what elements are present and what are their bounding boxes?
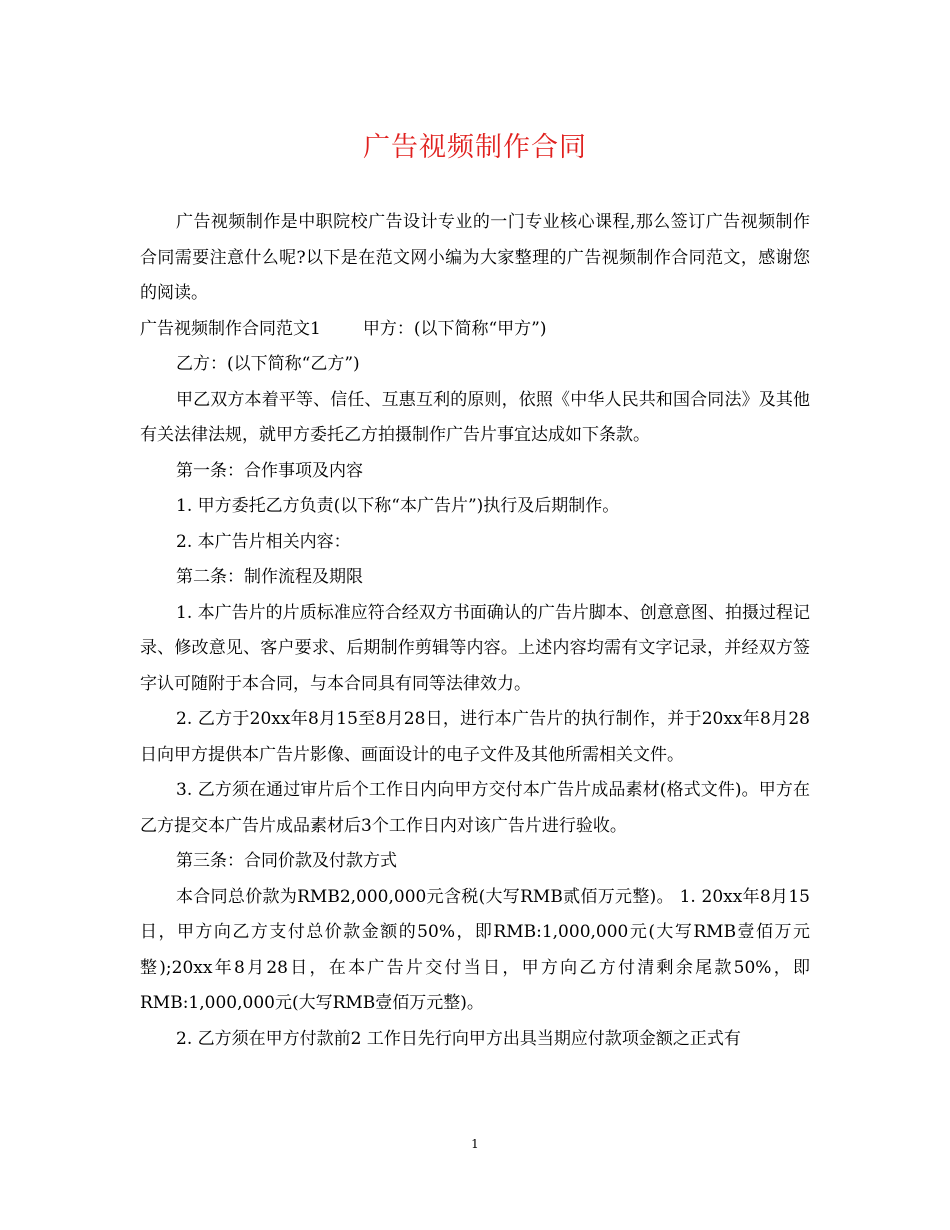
contract-sample-title: 广告视频制作合同范文1 (140, 318, 321, 339)
article-1-item-2: 2. 本广告片相关内容： (176, 531, 351, 552)
document-body (140, 205, 810, 1057)
document-title: 广告视频制作合同 (363, 132, 587, 163)
article-3-payment-paragraph: 本合同总价款为RMB2,000,000元含税(大写RMB贰佰万元整)。 1. 20xx年8月15日，甲方向乙方支付总价款金额的50%，即RMB:1,000,000元(大写RMB壹佰万元整);20xx年8月28日，在本广告片交付当日，甲方向乙方付清剩余尾款50%，即RMB:1,000,000元(大写RMB壹佰万元整)。 (140, 886, 810, 1013)
article-2-item-2: 2. 乙方于20xx年8月15至8月28日，进行本广告片的执行制作，并于20xx年8月28日向甲方提供本广告片影像、画面设计的电子文件及其他所需相关文件。 (140, 709, 810, 765)
article-1-item-1: 1. 甲方委托乙方负责(以下称“本广告片”)执行及后期制作。 (176, 496, 620, 516)
party-a-line: 甲方：(以下简称“甲方”) (362, 318, 547, 339)
article-2-heading: 第二条：制作流程及期限 (176, 567, 363, 587)
page-number: 1 (471, 1137, 479, 1151)
article-2-item-3: 3. 乙方须在通过审片后个工作日内向甲方交付本广告片成品素材(格式文件)。甲方在乙方提交本广告片成品素材后3个工作日内对该广告片进行验收。 (140, 780, 810, 836)
principle-paragraph: 甲乙双方本着平等、信任、互惠互利的原则，依照《中华人民共和国合同法》及其他有关法律法规，就甲方委托乙方拍摄制作广告片事宜达成如下条款。 (140, 389, 810, 445)
intro-paragraph: 广告视频制作是中职院校广告设计专业的一门专业核心课程,那么签订广告视频制作合同需要注意什么呢?以下是在范文网小编为大家整理的广告视频制作合同范文，感谢您的阅读。 (140, 212, 810, 303)
contract-heading-line (140, 312, 810, 348)
article-3-item-2: 2. 乙方须在甲方付款前2 工作日先行向甲方出具当期应付款项金额之正式有 (176, 1028, 741, 1049)
article-2-item-1: 1. 本广告片的片质标准应符合经双方书面确认的广告片脚本、创意意图、拍摄过程记录、修改意见、客户要求、后期制作剪辑等内容。上述内容均需有文字记录，并经双方签字认可随附于本合同，与本合同具有同等法律效力。 (140, 602, 810, 694)
article-1-heading: 第一条：合作事项及内容 (176, 460, 363, 481)
party-b-line: 乙方：(以下简称“乙方”) (176, 354, 360, 374)
article-3-heading: 第三条：合同价款及付款方式 (176, 851, 397, 871)
